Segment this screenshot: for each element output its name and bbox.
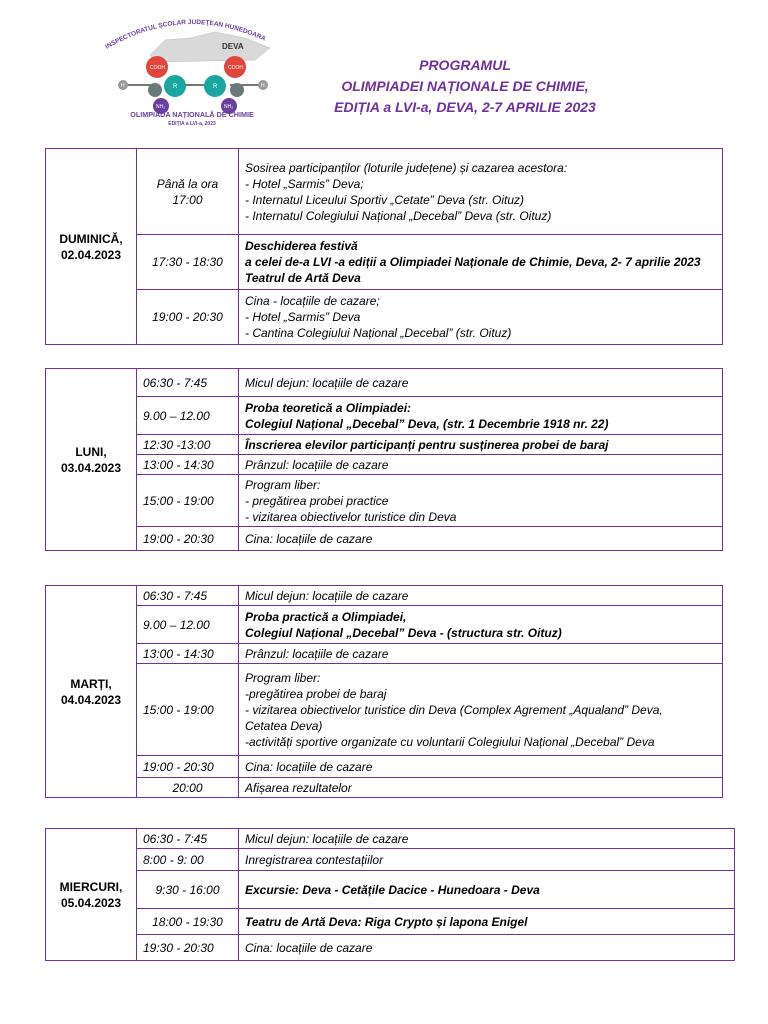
time-text: 15:00 - 19:00 xyxy=(143,493,214,508)
activity-cell xyxy=(239,527,723,551)
day-label xyxy=(46,829,137,961)
activity-line: Colegiul Național „Decebal” Deva, (str. 1 Decembrie 1918 nr. 22) xyxy=(245,416,609,431)
time-text: 13:00 - 14:30 xyxy=(143,457,214,472)
activity-line: Program liber: xyxy=(245,670,321,685)
activity-cell xyxy=(239,586,723,606)
activity-cell xyxy=(239,397,723,435)
svg-text:H: H xyxy=(261,83,265,89)
schedule-row xyxy=(46,909,735,935)
schedule-row xyxy=(46,475,723,527)
activity-cell xyxy=(239,149,723,235)
activity-line: Proba practică a Olimpiadei, xyxy=(245,609,407,624)
day-name: DUMINICĂ, xyxy=(59,231,123,246)
time-cell xyxy=(137,397,239,435)
schedule-row xyxy=(46,149,723,235)
schedule-row xyxy=(46,756,723,778)
time-cell xyxy=(137,644,239,664)
activity-line: Excursie: Deva - Cetățile Dacice - Hunedoara - Deva xyxy=(245,882,540,897)
activity-line: Program liber: xyxy=(245,477,321,492)
activity-cell xyxy=(239,935,735,961)
activity-line: Cina: locațiile de cazare xyxy=(245,531,373,546)
day-label xyxy=(46,586,137,798)
activity-line: Cetatea Deva) xyxy=(245,718,323,733)
schedule-row xyxy=(46,644,723,664)
time-cell xyxy=(137,756,239,778)
time-text: 19:30 - 20:30 xyxy=(143,940,214,955)
day-name: MARȚI, xyxy=(70,676,112,691)
time-text: 17:00 xyxy=(172,192,203,207)
time-text: Până la ora xyxy=(156,176,219,191)
activity-line: -pregătirea probei de baraj xyxy=(245,686,387,701)
activity-line: Cina - locațiile de cazare; xyxy=(245,294,380,308)
time-cell xyxy=(137,935,239,961)
time-text: 19:00 - 20:30 xyxy=(143,759,214,774)
activity-line: - Hotel „Sarmis” Deva xyxy=(245,310,361,324)
activity-cell xyxy=(239,235,723,290)
schedule-row xyxy=(46,527,723,551)
title-line-3: EDIȚIA a LVI-a, DEVA, 2-7 APRILIE 2023 xyxy=(334,99,596,115)
schedule-row xyxy=(46,871,735,909)
day-name: MIERCURI, xyxy=(59,879,123,894)
activity-cell xyxy=(239,756,723,778)
activity-line: Proba teoretică a Olimpiadei: xyxy=(245,400,412,415)
schedule-row xyxy=(46,435,723,455)
activity-line: Inregistrarea contestațiilor xyxy=(245,852,384,867)
activity-line: Înscrierea elevilor participanți pentru susținerea probei de baraj xyxy=(245,437,609,452)
activity-line: - vizitarea obiectivelor turistice din Deva (Complex Agrement „Aqualand” Deva, xyxy=(245,702,663,717)
time-cell xyxy=(137,290,239,345)
day-table xyxy=(45,828,735,961)
time-text: 9.00 – 12.00 xyxy=(143,408,210,423)
day-date: 03.04.2023 xyxy=(60,460,122,475)
activity-cell xyxy=(239,778,723,798)
activity-line: Afișarea rezultatelor xyxy=(245,780,352,795)
time-cell xyxy=(137,435,239,455)
activity-cell xyxy=(239,290,723,345)
time-text: 8:00 - 9: 00 xyxy=(143,852,204,867)
svg-text:R: R xyxy=(213,84,218,90)
schedule-row xyxy=(46,778,723,798)
page-title xyxy=(300,55,630,118)
schedule-row xyxy=(46,369,723,397)
time-cell xyxy=(137,606,239,644)
day-label xyxy=(46,149,137,345)
time-text: 06:30 - 7:45 xyxy=(143,588,208,603)
logo-arc-text: INSPECTORATUL ȘCOLAR JUDEȚEAN HUNEDOARA xyxy=(104,18,267,51)
schedule-row xyxy=(46,290,723,345)
schedule-row xyxy=(46,586,723,606)
activity-line: Micul dejun: locațiile de cazare xyxy=(245,375,409,390)
activity-line: Cina: locațiile de cazare xyxy=(245,759,373,774)
activity-line: Prânzul: locațiile de cazare xyxy=(245,457,389,472)
time-cell xyxy=(137,778,239,798)
title-line-1: PROGRAMUL xyxy=(419,57,511,73)
time-cell xyxy=(137,475,239,527)
activity-line: a celei de-a LVI -a ediții a Olimpiadei Naționale de Chimie, Deva, 2- 7 aprilie 2023 xyxy=(245,255,701,269)
logo-city: DEVA xyxy=(222,42,244,51)
title-line-2: OLIMPIADEI NAȚIONALE DE CHIMIE, xyxy=(341,78,589,94)
svg-text:NH₂: NH₂ xyxy=(156,104,166,110)
time-cell xyxy=(137,909,239,935)
time-text: 18:00 - 19:30 xyxy=(152,914,223,929)
activity-line: Sosirea participanților (loturile județene) și cazarea acestora: xyxy=(245,160,568,175)
activity-line: Teatru de Artă Deva: Riga Crypto și lapona Enigel xyxy=(245,914,528,929)
svg-text:H: H xyxy=(121,83,125,89)
time-cell xyxy=(137,586,239,606)
activity-line: Deschiderea festivă xyxy=(245,239,358,253)
day-table xyxy=(45,585,723,798)
time-cell xyxy=(137,829,239,849)
activity-line: - vizitarea obiectivelor turistice din Deva xyxy=(245,509,457,524)
day-date: 02.04.2023 xyxy=(60,247,122,262)
activity-cell xyxy=(239,664,723,756)
time-cell xyxy=(137,527,239,551)
svg-text:NH₂: NH₂ xyxy=(224,104,234,110)
activity-line: Cina: locațiile de cazare xyxy=(245,940,373,955)
activity-line: - Cantina Colegiului Național „Decebal” (str. Oituz) xyxy=(245,326,512,340)
activity-line: Micul dejun: locațiile de cazare xyxy=(245,831,409,846)
time-cell xyxy=(137,369,239,397)
time-cell xyxy=(137,455,239,475)
time-text: 17:30 - 18:30 xyxy=(152,255,223,269)
schedule-row xyxy=(46,455,723,475)
day-label xyxy=(46,369,137,551)
activity-cell xyxy=(239,871,735,909)
time-text: 12:30 -13:00 xyxy=(143,437,211,452)
day-name: LUNI, xyxy=(75,444,107,459)
time-cell xyxy=(137,871,239,909)
time-cell xyxy=(137,664,239,756)
time-text: 19:00 - 20:30 xyxy=(143,531,214,546)
activity-cell xyxy=(239,606,723,644)
time-text: 9.00 – 12.00 xyxy=(143,617,210,632)
day-table xyxy=(45,368,723,551)
time-text: 9:30 - 16:00 xyxy=(155,882,220,897)
schedule-row xyxy=(46,849,735,871)
activity-line: - Internatul Colegiului Național „Decebal” Deva (str. Oituz) xyxy=(245,208,552,223)
activity-cell xyxy=(239,909,735,935)
schedule-row xyxy=(46,664,723,756)
schedule-row xyxy=(46,606,723,644)
activity-cell xyxy=(239,455,723,475)
schedule-row xyxy=(46,397,723,435)
activity-line: - Internatul Liceului Sportiv „Cetate” Deva (str. Oituz) xyxy=(245,192,524,207)
svg-text:COOH: COOH xyxy=(228,65,243,71)
time-cell xyxy=(137,235,239,290)
day-date: 05.04.2023 xyxy=(60,895,122,910)
time-text: 19:00 - 20:30 xyxy=(152,310,223,324)
activity-line: - pregătirea probei practice xyxy=(245,493,389,508)
schedule-row xyxy=(46,935,735,961)
activity-line: Teatrul de Artă Deva xyxy=(245,271,361,285)
time-cell xyxy=(137,849,239,871)
activity-cell xyxy=(239,369,723,397)
activity-cell xyxy=(239,435,723,455)
time-text: 20:00 xyxy=(172,780,203,795)
time-cell xyxy=(137,149,239,235)
time-text: 06:30 - 7:45 xyxy=(143,831,208,846)
schedule-row xyxy=(46,829,735,849)
activity-cell xyxy=(239,644,723,664)
schedule-row xyxy=(46,235,723,290)
svg-text:COOH: COOH xyxy=(150,65,165,71)
time-text: 13:00 - 14:30 xyxy=(143,646,214,661)
svg-text:R: R xyxy=(173,84,178,90)
day-date: 04.04.2023 xyxy=(60,692,122,707)
day-table xyxy=(45,148,723,345)
olympiad-logo xyxy=(95,10,290,128)
logo-edition-text: EDIȚIA a LVI-a, 2023 xyxy=(168,121,216,127)
logo-bottom-text: OLIMPIADA NAȚIONALĂ DE CHIMIE xyxy=(130,110,254,119)
activity-line: Prânzul: locațiile de cazare xyxy=(245,646,389,661)
activity-line: Colegiul Național „Decebal” Deva - (structura str. Oituz) xyxy=(245,625,562,640)
activity-cell xyxy=(239,829,735,849)
activity-cell xyxy=(239,849,735,871)
time-text: 06:30 - 7:45 xyxy=(143,375,208,390)
time-text: 15:00 - 19:00 xyxy=(143,702,214,717)
activity-cell xyxy=(239,475,723,527)
activity-line: - Hotel „Sarmis” Deva; xyxy=(245,176,364,191)
activity-line: -activități sportive organizate cu voluntarii Colegiului Național „Decebal” Deva xyxy=(245,734,655,749)
activity-line: Micul dejun: locațiile de cazare xyxy=(245,588,409,603)
